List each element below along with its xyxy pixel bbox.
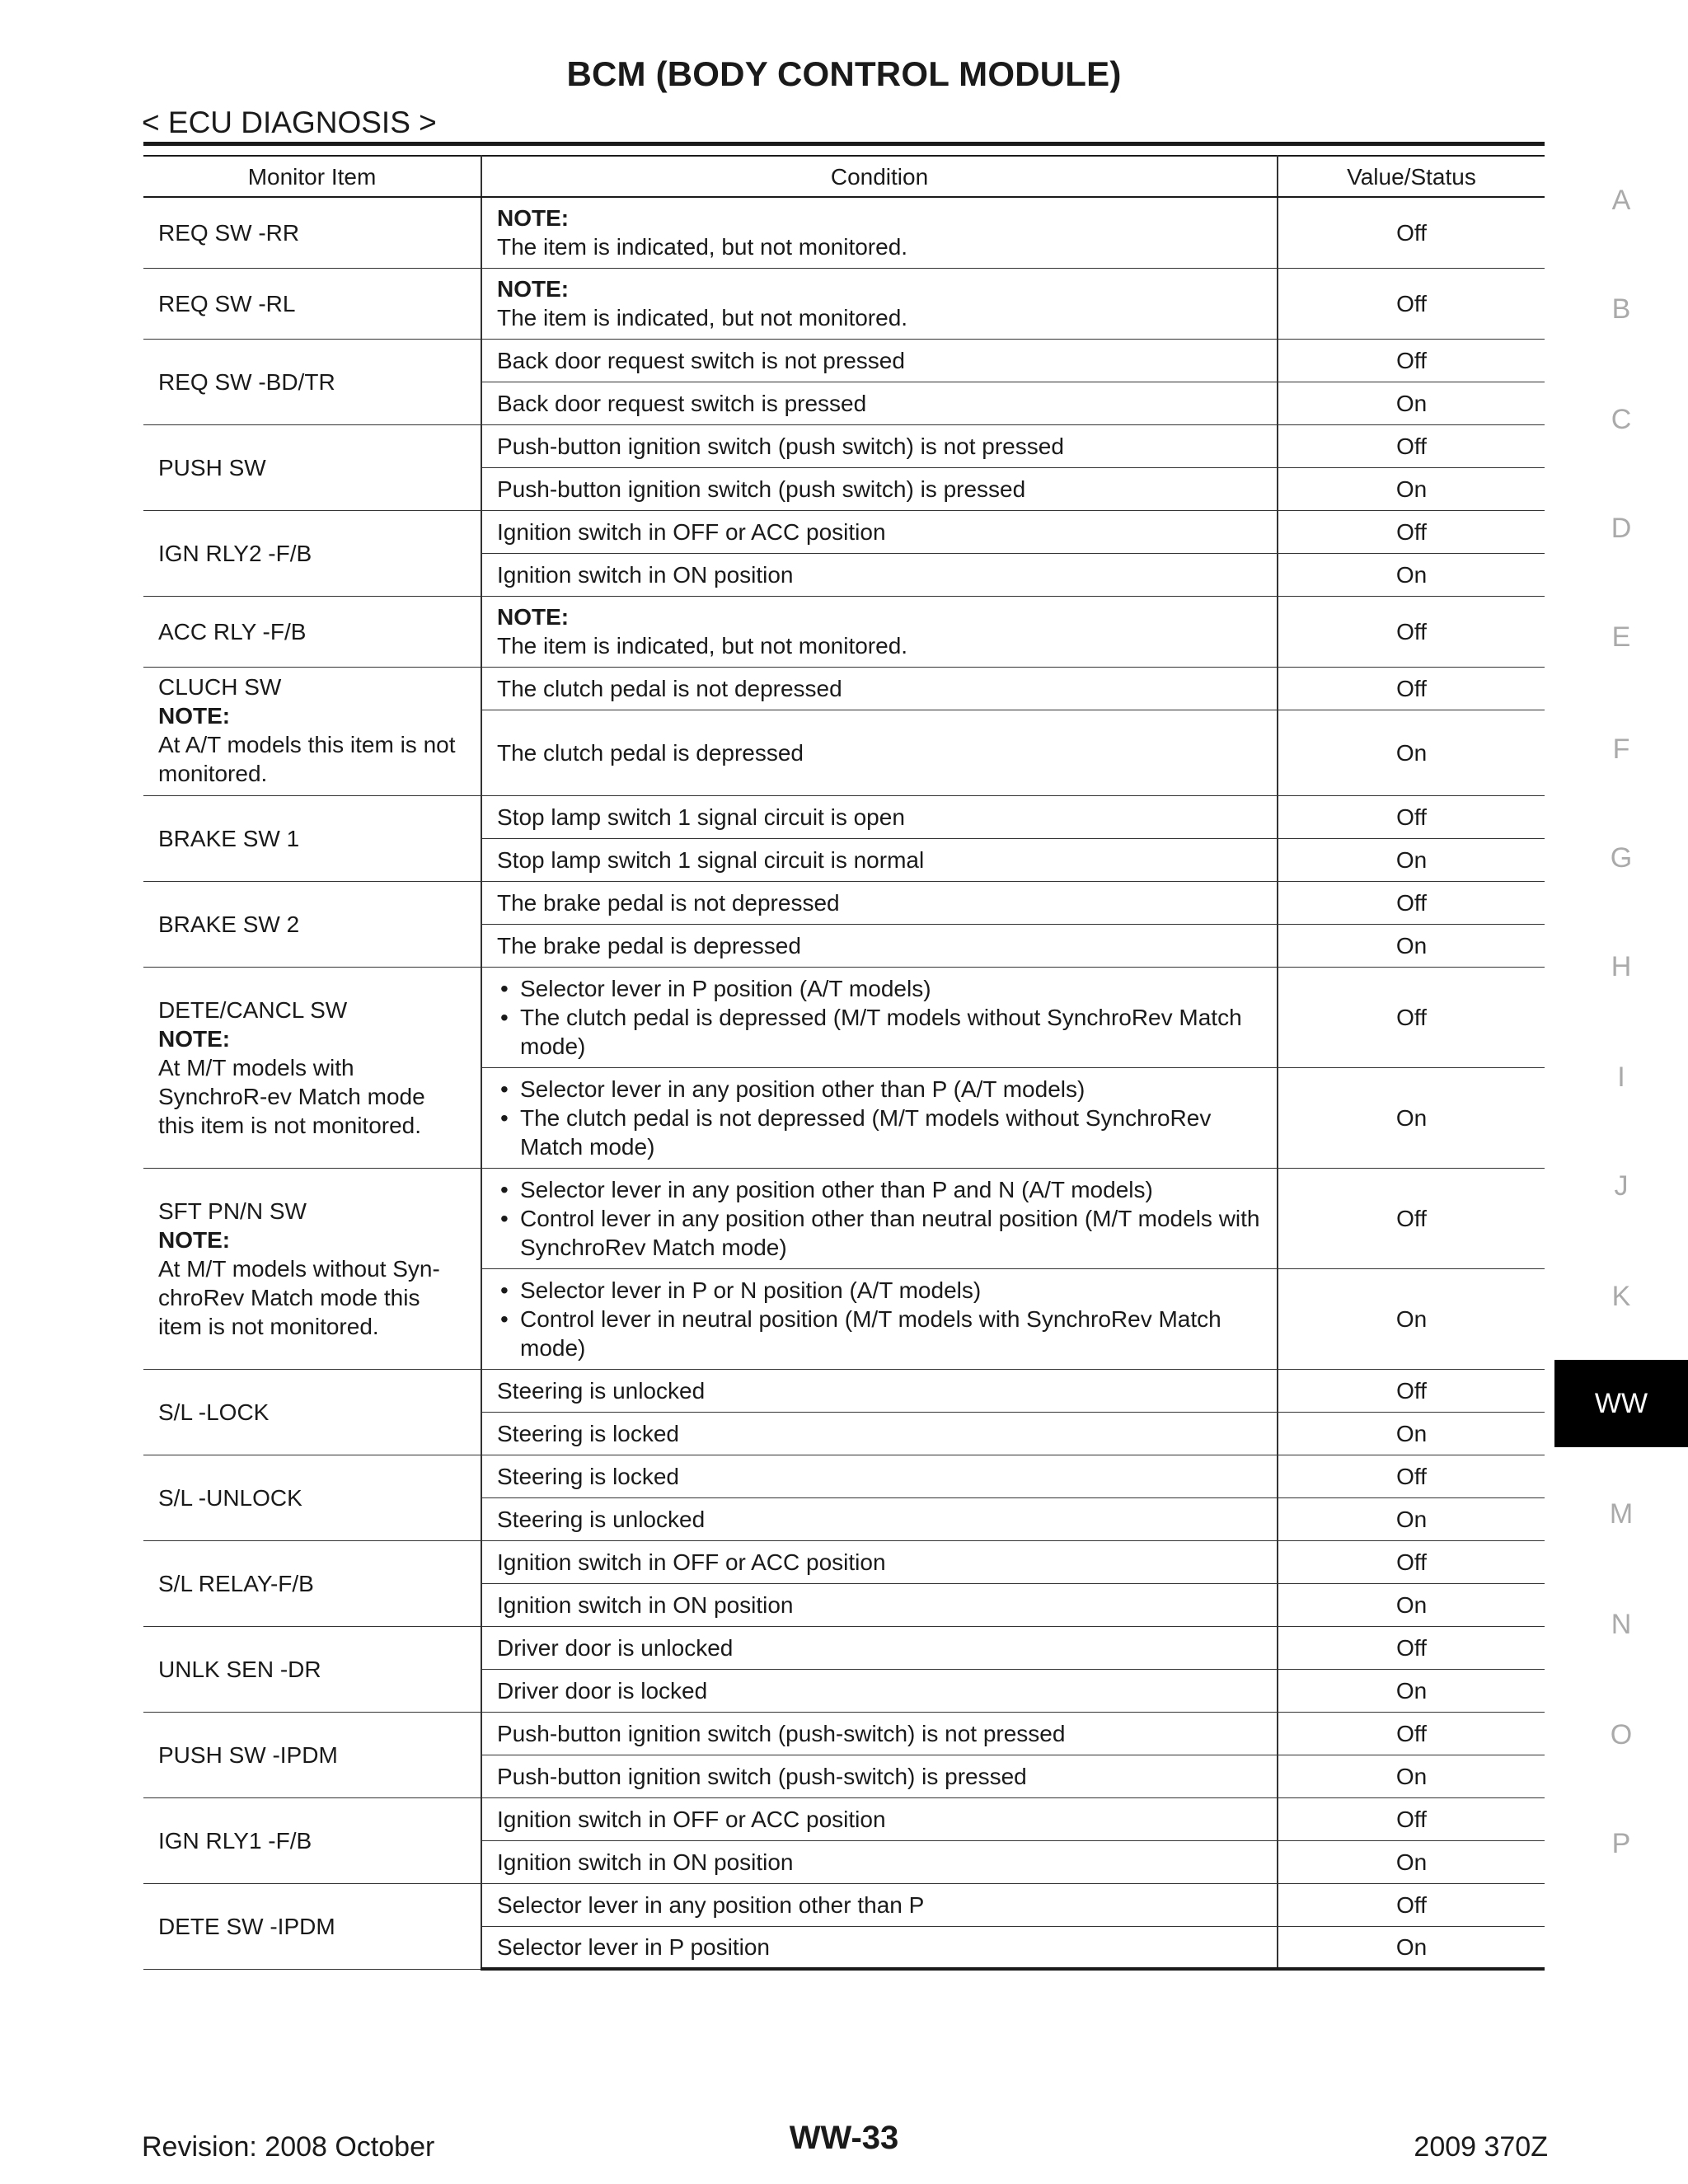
monitor-item: BRAKE SW 2 [143, 881, 481, 967]
section-tab-n[interactable]: N [1611, 1609, 1632, 1640]
table-row [143, 1626, 1545, 1669]
value-cell: On [1278, 553, 1545, 596]
section-label: < ECU DIAGNOSIS > [142, 105, 437, 139]
table-row [143, 1369, 1545, 1412]
value-cell: On [1278, 1268, 1545, 1369]
note-text: At M/T models with SynchroR-ev Match mode this item is not monitored. [158, 1054, 425, 1138]
condition-cell: The brake pedal is depressed [481, 924, 1278, 967]
condition-cell: The brake pedal is not depressed [481, 881, 1278, 924]
value-cell: On [1278, 1840, 1545, 1883]
condition-cell: Steering is locked [481, 1412, 1278, 1455]
section-tab-c[interactable]: C [1611, 404, 1632, 435]
condition-text: The item is indicated, but not monitored. [497, 305, 908, 330]
condition-cell: Steering is locked [481, 1455, 1278, 1497]
monitor-item: DETE SW -IPDM [143, 1883, 481, 1969]
section-tab-ww[interactable]: WW [1554, 1360, 1688, 1447]
value-cell: On [1278, 710, 1545, 795]
table-row [143, 1540, 1545, 1583]
monitor-item [143, 667, 481, 795]
table-row [143, 1168, 1545, 1268]
table-row [143, 1712, 1545, 1755]
condition-cell: Push-button ignition switch (push-switch) is pressed [481, 1755, 1278, 1797]
note-label: NOTE: [158, 702, 231, 729]
condition-cell: Back door request switch is not pressed [481, 339, 1278, 382]
value-cell: Off [1278, 1455, 1545, 1497]
value-cell: Off [1278, 197, 1545, 268]
value-cell: On [1278, 1412, 1545, 1455]
section-tab-a[interactable]: A [1611, 185, 1631, 216]
value-cell: Off [1278, 667, 1545, 710]
table-row [143, 197, 1545, 268]
condition-cell: Ignition switch in OFF or ACC position [481, 1540, 1278, 1583]
table-row [143, 339, 1545, 382]
table-row [143, 667, 1545, 710]
note-label: NOTE: [497, 276, 570, 302]
condition-cell [481, 596, 1278, 667]
value-cell: Off [1278, 1369, 1545, 1412]
section-tab-e[interactable]: E [1611, 621, 1631, 653]
value-cell: Off [1278, 510, 1545, 553]
value-cell: Off [1278, 1626, 1545, 1669]
value-cell: Off [1278, 795, 1545, 838]
condition-cell: Selector lever in any position other than P [481, 1883, 1278, 1926]
condition-cell [481, 967, 1278, 1067]
section-tab-h[interactable]: H [1611, 951, 1632, 982]
value-cell: Off [1278, 881, 1545, 924]
bullet-item: • Selector lever in P or N position (A/T models) [497, 1276, 1262, 1305]
value-cell: On [1278, 1755, 1545, 1797]
note-label: NOTE: [497, 205, 570, 232]
monitor-item: BRAKE SW 1 [143, 795, 481, 881]
table-row [143, 268, 1545, 339]
item-label: CLUCH SW [158, 673, 282, 700]
condition-cell [481, 1067, 1278, 1168]
note-label: NOTE: [158, 1226, 231, 1253]
value-cell: On [1278, 1497, 1545, 1540]
value-cell: Off [1278, 1168, 1545, 1268]
footer-model: 2009 370Z [1414, 2131, 1548, 2163]
condition-cell: Push-button ignition switch (push-switch) is not pressed [481, 1712, 1278, 1755]
note-text: At A/T models this item is not monitored. [158, 731, 456, 786]
table-row [143, 1883, 1545, 1926]
monitor-item: REQ SW -BD/TR [143, 339, 481, 424]
monitor-item: REQ SW -RL [143, 268, 481, 339]
table-row [143, 510, 1545, 553]
bullet-item: • Selector lever in P position (A/T models) [497, 974, 1262, 1003]
condition-cell: Ignition switch in ON position [481, 553, 1278, 596]
bullet-item: • The clutch pedal is not depressed (M/T models without SynchroRev Match mode) [497, 1104, 1262, 1161]
condition-cell: Push-button ignition switch (push switch) is not pressed [481, 424, 1278, 467]
condition-cell [481, 1168, 1278, 1268]
section-tab-p[interactable]: P [1611, 1828, 1631, 1859]
condition-cell: Ignition switch in ON position [481, 1583, 1278, 1626]
condition-cell: Back door request switch is pressed [481, 382, 1278, 424]
value-cell: Off [1278, 1797, 1545, 1840]
monitor-item: REQ SW -RR [143, 197, 481, 268]
monitor-item: S/L -UNLOCK [143, 1455, 481, 1540]
item-label: SFT PN/N SW [158, 1197, 307, 1224]
column-header: Condition [481, 156, 1278, 197]
monitor-table [143, 155, 1545, 1971]
bullet-item: • Selector lever in any position other than P (A/T models) [497, 1075, 1262, 1104]
monitor-item [143, 967, 481, 1168]
footer-revision: Revision: 2008 October [142, 2131, 435, 2163]
condition-cell: Selector lever in P position [481, 1926, 1278, 1969]
section-tab-j[interactable]: J [1614, 1170, 1629, 1202]
header-rule [143, 142, 1545, 146]
condition-cell: Stop lamp switch 1 signal circuit is open [481, 795, 1278, 838]
value-cell: Off [1278, 268, 1545, 339]
table-row [143, 596, 1545, 667]
condition-cell: The clutch pedal is not depressed [481, 667, 1278, 710]
note-label: NOTE: [497, 604, 570, 630]
section-index-tabs [1554, 0, 1688, 2184]
monitor-item: UNLK SEN -DR [143, 1626, 481, 1712]
value-cell: Off [1278, 596, 1545, 667]
monitor-item: PUSH SW -IPDM [143, 1712, 481, 1797]
monitor-item [143, 1168, 481, 1369]
condition-cell: Stop lamp switch 1 signal circuit is normal [481, 838, 1278, 881]
condition-cell: Ignition switch in ON position [481, 1840, 1278, 1883]
condition-cell: Driver door is locked [481, 1669, 1278, 1712]
monitor-item: IGN RLY1 -F/B [143, 1797, 481, 1883]
value-cell: Off [1278, 1883, 1545, 1926]
table-row [143, 795, 1545, 838]
item-label: DETE/CANCL SW [158, 996, 348, 1023]
monitor-item: S/L RELAY-F/B [143, 1540, 481, 1626]
bullet-item: • Selector lever in any position other than P and N (A/T models) [497, 1175, 1262, 1204]
value-cell: Off [1278, 339, 1545, 382]
value-cell: On [1278, 467, 1545, 510]
monitor-item: IGN RLY2 -F/B [143, 510, 481, 596]
value-cell: Off [1278, 1712, 1545, 1755]
condition-cell: Driver door is unlocked [481, 1626, 1278, 1669]
value-cell: On [1278, 1067, 1545, 1168]
table-row [143, 967, 1545, 1067]
value-cell: On [1278, 924, 1545, 967]
note-text: At M/T models without Syn-chroRev Match mode this item is not monitored. [158, 1255, 440, 1339]
condition-cell: Ignition switch in OFF or ACC position [481, 510, 1278, 553]
bullet-item: • Control lever in any position other than neutral position (M/T models with SynchroRev Match mode) [497, 1204, 1262, 1262]
value-cell: Off [1278, 1540, 1545, 1583]
condition-cell: Push-button ignition switch (push switch) is pressed [481, 467, 1278, 510]
condition-cell: Steering is unlocked [481, 1369, 1278, 1412]
table-row [143, 1797, 1545, 1840]
condition-cell: Ignition switch in OFF or ACC position [481, 1797, 1278, 1840]
monitor-item: S/L -LOCK [143, 1369, 481, 1455]
page-title: BCM (BODY CONTROL MODULE) [566, 54, 1122, 93]
value-cell: On [1278, 1926, 1545, 1969]
value-cell: On [1278, 382, 1545, 424]
table-row [143, 424, 1545, 467]
bullet-item: • Control lever in neutral position (M/T models with SynchroRev Match mode) [497, 1305, 1262, 1362]
condition-text: The item is indicated, but not monitored. [497, 633, 908, 658]
column-header: Monitor Item [143, 156, 481, 197]
section-tab-d[interactable]: D [1611, 513, 1632, 544]
section-tab-f[interactable]: F [1612, 733, 1630, 765]
condition-cell [481, 268, 1278, 339]
section-tab-b[interactable]: B [1611, 293, 1631, 325]
condition-cell: Steering is unlocked [481, 1497, 1278, 1540]
table-header-row [143, 156, 1545, 197]
section-tab-m[interactable]: M [1609, 1498, 1634, 1530]
footer-page-number: WW-33 [789, 2120, 899, 2156]
monitor-item: ACC RLY -F/B [143, 596, 481, 667]
section-tab-i[interactable]: I [1617, 1062, 1625, 1093]
note-label: NOTE: [158, 1025, 231, 1052]
column-header: Value/Status [1278, 156, 1545, 197]
condition-text: The item is indicated, but not monitored. [497, 234, 908, 260]
value-cell: Off [1278, 967, 1545, 1067]
monitor-item: PUSH SW [143, 424, 481, 510]
value-cell: On [1278, 1669, 1545, 1712]
value-cell: Off [1278, 424, 1545, 467]
value-cell: On [1278, 838, 1545, 881]
section-tab-g[interactable]: G [1610, 842, 1633, 874]
table-row [143, 881, 1545, 924]
table-row [143, 1455, 1545, 1497]
condition-cell: The clutch pedal is depressed [481, 710, 1278, 795]
condition-cell [481, 1268, 1278, 1369]
section-tab-o[interactable]: O [1610, 1719, 1633, 1750]
section-tab-k[interactable]: K [1611, 1281, 1631, 1312]
bullet-item: • The clutch pedal is depressed (M/T models without SynchroRev Match mode) [497, 1003, 1262, 1061]
value-cell: On [1278, 1583, 1545, 1626]
condition-cell [481, 197, 1278, 268]
